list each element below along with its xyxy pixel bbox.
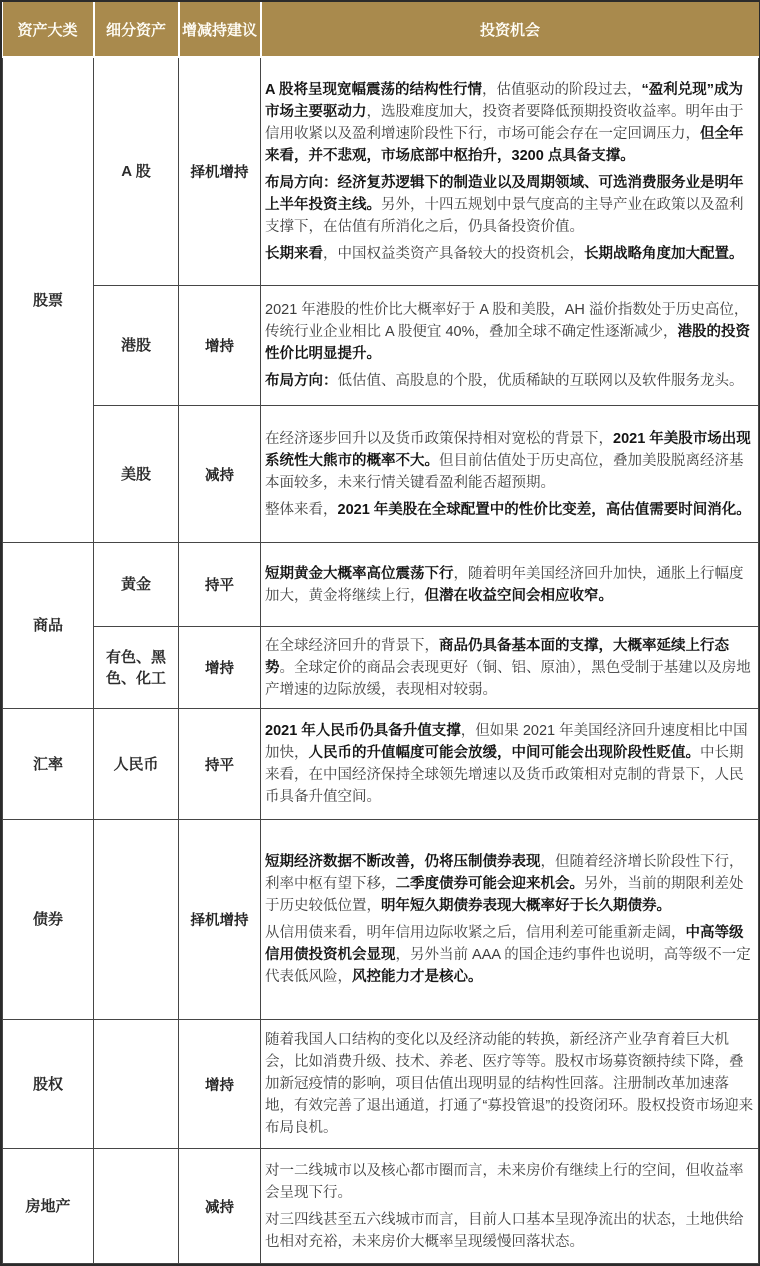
bold-text-segment: 二季度债券可能会迎来机会。 bbox=[395, 876, 584, 892]
recommendation-cell: 增持 bbox=[179, 627, 261, 709]
bold-text-segment: 2021 年美股在全球配置中的性价比变差，高估值需要时间消化。 bbox=[337, 501, 751, 518]
bold-text-segment: 布局方向： bbox=[265, 373, 338, 389]
table-header bbox=[3, 2, 759, 57]
sub-asset-cell bbox=[94, 1149, 179, 1264]
recommendation-cell: 择机增持 bbox=[179, 57, 261, 286]
bold-text-segment: 短期黄金大概率高位震荡下行 bbox=[265, 565, 454, 582]
opportunity-paragraph bbox=[265, 370, 754, 392]
bold-text-segment: 风控能力才是核心。 bbox=[352, 969, 483, 985]
asset-class-cell: 商品 bbox=[3, 543, 94, 709]
opportunity-paragraph bbox=[265, 922, 754, 988]
asset-class-cell: 汇率 bbox=[3, 709, 94, 820]
header-opportunity: 投资机会 bbox=[261, 2, 759, 57]
recommendation-cell: 择机增持 bbox=[179, 820, 261, 1020]
text-segment: 随着我国人口结构的变化以及经济动能的转换，新经济产业孕育着巨大机会，比如消费升级、技术、养老、医疗等等。股权市场募资额持续下降，叠加新冠疫情的影响，项目估值出现明显的结构性回落。注册制改革加速落地，有效完善了退出通道，打通了“募投管退”的投资闭环。股权投资市场迎来布局良机。 bbox=[265, 1032, 754, 1136]
table-row bbox=[3, 286, 759, 406]
table-row bbox=[3, 820, 759, 1020]
text-segment: ，选股难度加大，投资者要降低预期投资收益率。明年由于信用收紧以及盈利增速阶段性下行，市场可能会存在一定回调压力， bbox=[265, 103, 744, 142]
text-segment: 从信用债来看，明年信用边际收紧之后，信用利差可能重新走阔， bbox=[265, 925, 686, 941]
table-row bbox=[3, 1020, 759, 1149]
text-segment: 2021 年港股的性价比大概率好于 A 股和美股，AH 溢价指数处于历史高位，传统行业企业相比 A 股便宜 40%，叠加全球不确定性逐渐减少， bbox=[265, 302, 749, 340]
table-row bbox=[3, 627, 759, 709]
text-segment: ，随着明年美国经济回升加快，通胀上行幅度加大，黄金将继续上行， bbox=[265, 565, 744, 604]
bold-text-segment: 港股的投资性价比明显提升。 bbox=[265, 324, 750, 362]
opportunity-paragraph bbox=[265, 851, 754, 917]
text-segment: ，另外当前 AAA 的国企违约事件也说明，高等级不一定代表低风险， bbox=[265, 947, 751, 985]
bold-text-segment: 短期经济数据不断改善，仍将压制债券表现 bbox=[265, 854, 541, 870]
table-row bbox=[3, 543, 759, 627]
sub-asset-cell bbox=[94, 1020, 179, 1149]
asset-class-cell: 房地产 bbox=[3, 1149, 94, 1264]
asset-class-cell: 股权 bbox=[3, 1020, 94, 1149]
sub-asset-cell: 美股 bbox=[94, 406, 179, 543]
opportunity-cell bbox=[261, 286, 759, 406]
header-row bbox=[3, 2, 759, 57]
bold-text-segment: A 股将呈现宽幅震荡的结构性行情 bbox=[265, 81, 482, 98]
bold-text-segment: 明年短久期债券表现大概率好于长久期债券。 bbox=[381, 898, 671, 914]
sub-asset-cell bbox=[94, 820, 179, 1020]
bold-text-segment: 但全年来看，并不悲观，市场底部中枢抬升，3200 点具备支撑。 bbox=[265, 125, 744, 164]
recommendation-cell: 持平 bbox=[179, 543, 261, 627]
opportunity-paragraph bbox=[265, 299, 754, 365]
bold-text-segment: 布局方向：经济复苏逻辑下的制造业以及周期领域、可选消费服务业是明年上半年投资主线。 bbox=[265, 174, 744, 213]
opportunity-paragraph bbox=[265, 428, 754, 494]
bold-text-segment: 但潜在收益空间会相应收窄。 bbox=[424, 587, 613, 604]
text-segment: ，估值驱动的阶段过去， bbox=[481, 81, 642, 98]
table-row bbox=[3, 709, 759, 820]
opportunity-cell bbox=[261, 57, 759, 286]
bold-text-segment: 长期来看 bbox=[265, 245, 323, 262]
opportunity-paragraph bbox=[265, 1160, 754, 1204]
asset-class-cell: 债券 bbox=[3, 820, 94, 1020]
text-segment: ，中国权益类资产具备较大的投资机会， bbox=[323, 245, 584, 262]
bold-text-segment: 中高等级信用债投资机会显现 bbox=[265, 925, 744, 963]
text-segment: 另外，十四五规划中景气度高的主导产业在政策以及盈利支撑下，在估值有所消化之后，仍具备投资价值。 bbox=[265, 196, 744, 235]
table-row bbox=[3, 57, 759, 286]
text-segment: 在经济逐步回升以及货币政策保持相对宽松的背景下， bbox=[265, 430, 613, 447]
opportunity-cell bbox=[261, 627, 759, 709]
opportunity-cell bbox=[261, 1149, 759, 1264]
bold-text-segment: 人民币的升值幅度可能会放缓，中间可能会出现阶段性贬值。 bbox=[308, 745, 700, 761]
opportunity-paragraph bbox=[265, 79, 754, 167]
sub-asset-cell: 有色、黑色、化工 bbox=[94, 627, 179, 709]
table-row bbox=[3, 1149, 759, 1264]
header-recommendation: 增减持建议 bbox=[179, 2, 261, 57]
text-segment: 中长期来看，在中国经济保持全球领先增速以及货币政策相对克制的背景下，人民币具备升值空间。 bbox=[265, 745, 744, 805]
allocation-grid bbox=[2, 2, 759, 1264]
opportunity-cell bbox=[261, 406, 759, 543]
text-segment: 。全球定价的商品会表现更好（铜、铝、原油），黑色受制于基建以及房地产增速的边际放缓，表现相对较弱。 bbox=[265, 659, 751, 698]
text-segment: ，但如果 2021 年美国经济回升速度相比中国加快， bbox=[265, 723, 748, 761]
opportunity-cell bbox=[261, 820, 759, 1020]
header-sub-asset: 细分资产 bbox=[94, 2, 179, 57]
opportunity-paragraph bbox=[265, 720, 754, 808]
text-segment: ，但随着经济增长阶段性下行，利率中枢有望下移， bbox=[265, 854, 744, 892]
text-segment: 在全球经济回升的背景下， bbox=[265, 637, 439, 654]
asset-class-cell: 股票 bbox=[3, 57, 94, 543]
opportunity-paragraph bbox=[265, 1029, 754, 1139]
opportunity-paragraph bbox=[265, 1209, 754, 1253]
bold-text-segment: 2021 年美股市场出现系统性大熊市的概率不大。 bbox=[265, 430, 751, 469]
sub-asset-cell: A 股 bbox=[94, 57, 179, 286]
opportunity-cell bbox=[261, 709, 759, 820]
text-segment: 整体来看， bbox=[265, 501, 338, 518]
recommendation-cell: 减持 bbox=[179, 1149, 261, 1264]
sub-asset-cell: 港股 bbox=[94, 286, 179, 406]
recommendation-cell: 增持 bbox=[179, 286, 261, 406]
opportunity-cell bbox=[261, 543, 759, 627]
opportunity-paragraph bbox=[265, 635, 754, 701]
table-row bbox=[3, 406, 759, 543]
opportunity-paragraph bbox=[265, 499, 754, 521]
bold-text-segment: 2021 年人民币仍具备升值支撑 bbox=[265, 723, 461, 739]
sub-asset-cell: 人民币 bbox=[94, 709, 179, 820]
bold-text-segment: 长期战略角度加大配置。 bbox=[584, 245, 744, 262]
header-asset-class: 资产大类 bbox=[3, 2, 94, 57]
text-segment: 对三四线甚至五六线城市而言，目前人口基本呈现净流出的状态，土地供给也相对充裕，未来房价大概率呈现缓慢回落状态。 bbox=[265, 1211, 744, 1250]
opportunity-paragraph bbox=[265, 563, 754, 607]
recommendation-cell: 增持 bbox=[179, 1020, 261, 1149]
opportunity-paragraph bbox=[265, 243, 754, 265]
recommendation-cell: 减持 bbox=[179, 406, 261, 543]
bold-text-segment: 商品仍具备基本面的支撑，大概率延续上行态势 bbox=[265, 637, 729, 676]
recommendation-cell: 持平 bbox=[179, 709, 261, 820]
text-segment: 但目前估值处于历史高位，叠加美股脱离经济基本面较多，未来行情关键看盈利能否超预期。 bbox=[265, 452, 744, 491]
text-segment: 低估值、高股息的个股，优质稀缺的互联网以及软件服务龙头。 bbox=[337, 373, 744, 389]
sub-asset-cell: 黄金 bbox=[94, 543, 179, 627]
bold-text-segment: “盈利兑现”成为市场主要驱动力 bbox=[265, 81, 743, 120]
opportunity-cell bbox=[261, 1020, 759, 1149]
text-segment: 另外，当前的期限利差处于历史较低位置， bbox=[265, 876, 744, 914]
table-body bbox=[3, 57, 759, 1264]
opportunity-paragraph bbox=[265, 172, 754, 238]
text-segment: 对一二线城市以及核心都市圈而言，未来房价有继续上行的空间，但收益率会呈现下行。 bbox=[265, 1162, 744, 1201]
